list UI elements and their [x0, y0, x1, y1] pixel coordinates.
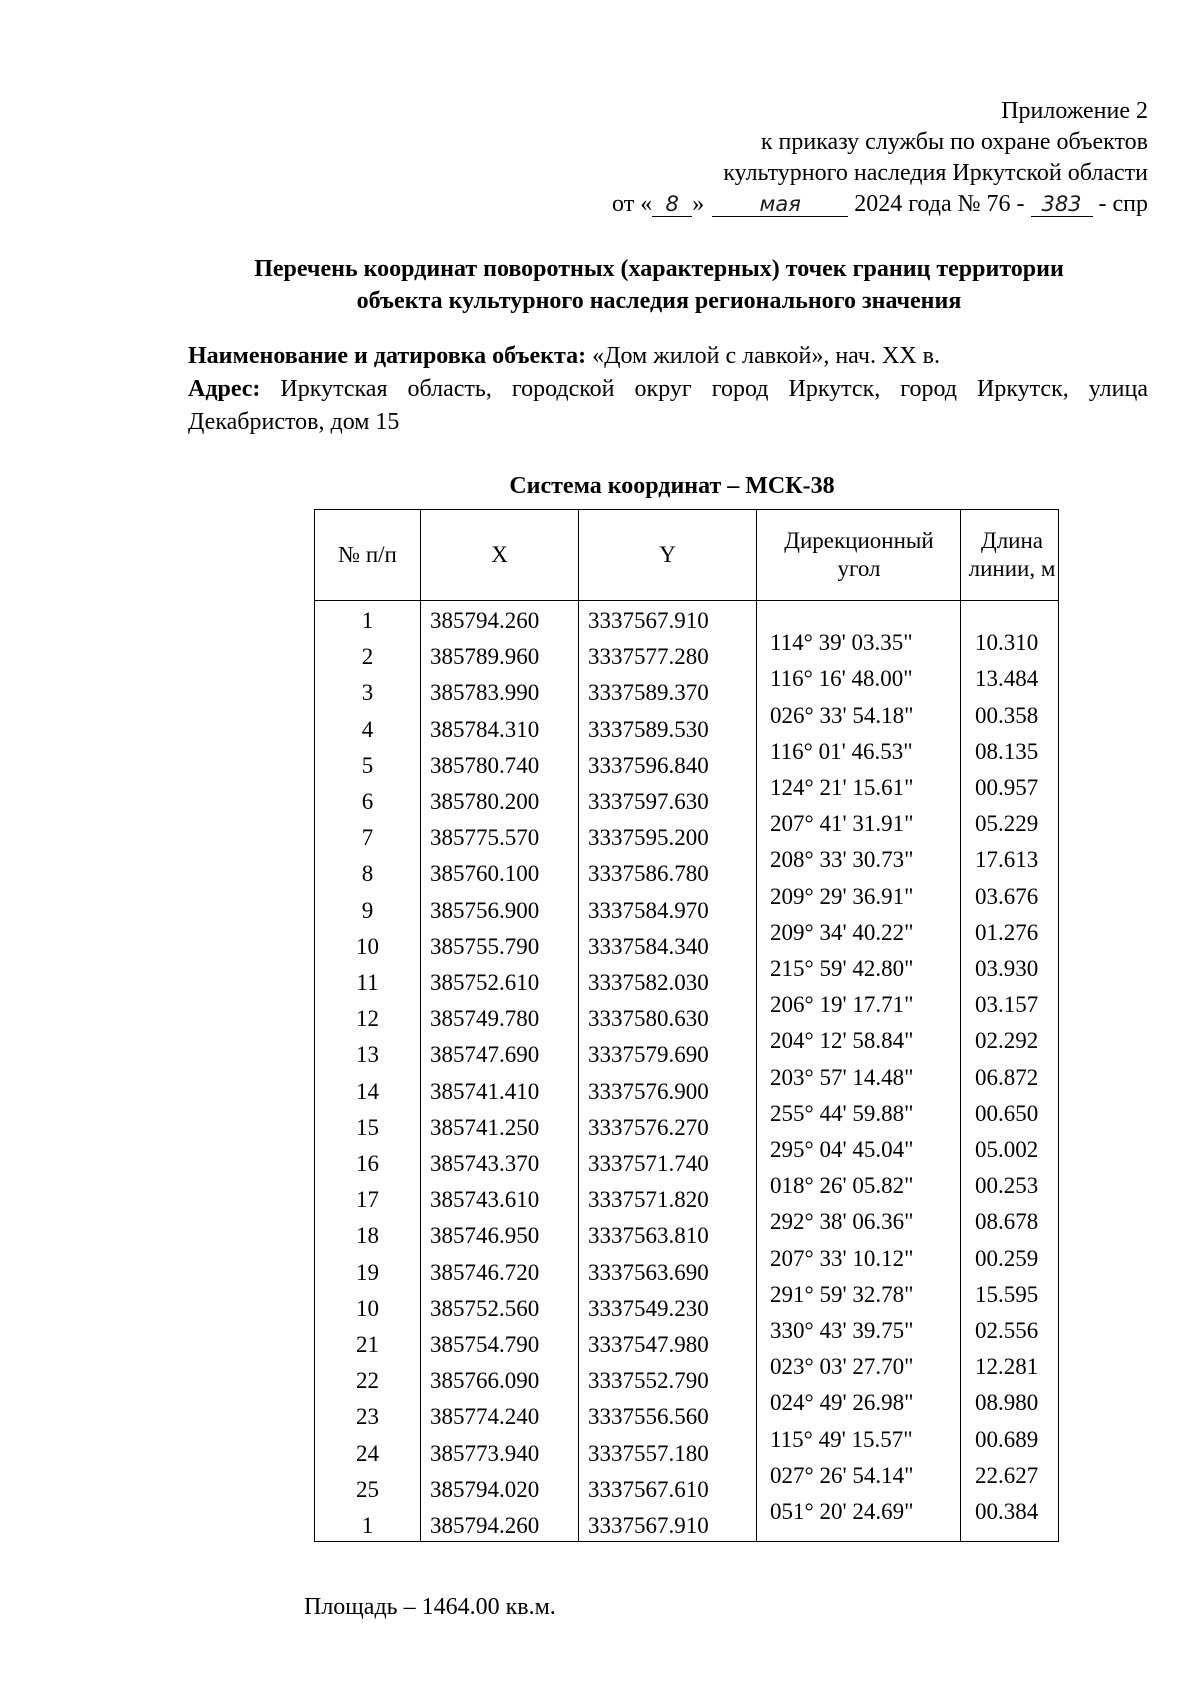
segment-angle: 203° 57' 14.48"	[770, 1064, 914, 1090]
segment-length: 03.676	[975, 883, 1039, 909]
object-name-value: «Дом жилой с лавкой», нач. XX в.	[592, 343, 940, 369]
segment-length: 01.276	[975, 919, 1039, 945]
point-number: 24	[356, 1440, 379, 1466]
segment-angle: 208° 33' 30.73"	[770, 847, 914, 873]
point-y: 3337584.970	[588, 897, 709, 923]
point-y: 3337589.530	[588, 716, 709, 742]
point-number: 16	[356, 1151, 379, 1176]
header-length: Длина линии, м	[968, 528, 1056, 581]
header-x: X	[491, 542, 508, 567]
title-line-1: Перечень координат поворотных (характерных) точек границ территории	[254, 256, 1064, 282]
point-number: 23	[356, 1404, 379, 1430]
point-number: 2	[361, 644, 374, 670]
point-y: 3337586.780	[588, 861, 709, 887]
segment-length: 02.556	[975, 1317, 1039, 1343]
point-y: 3337580.630	[588, 1006, 709, 1032]
point-number: 6	[361, 789, 374, 814]
point-y: 3337576.270	[588, 1114, 709, 1140]
header-angle: Дирекционный угол	[784, 528, 934, 581]
column-divider	[960, 510, 961, 1541]
segment-length: 08.678	[975, 1209, 1039, 1235]
order-suffix: - спр	[1098, 191, 1148, 217]
point-x: 385760.100	[430, 861, 540, 887]
segment-length: 03.157	[975, 992, 1039, 1018]
point-number: 13	[356, 1042, 379, 1068]
point-x: 385774.240	[430, 1404, 540, 1430]
segment-angle: 114° 39' 03.35"	[770, 630, 913, 656]
point-y: 3337567.610	[588, 1476, 709, 1502]
order-day: 8	[652, 192, 692, 217]
point-x: 385794.260	[430, 1513, 540, 1538]
point-x: 385784.310	[430, 716, 540, 742]
point-y: 3337567.910	[588, 608, 709, 633]
segment-angle: 207° 33' 10.12"	[770, 1245, 914, 1271]
segment-angle: 051° 20' 24.69"	[770, 1498, 914, 1524]
point-number: 1	[361, 608, 374, 633]
appendix-line-1: Приложение 2	[1001, 98, 1148, 124]
point-x: 385747.690	[430, 1042, 540, 1068]
point-number: 22	[356, 1368, 379, 1394]
segment-length: 15.595	[975, 1281, 1039, 1307]
segment-angle: 024° 49' 26.98"	[770, 1390, 914, 1416]
point-number: 10	[356, 933, 379, 959]
segment-length: 05.002	[975, 1136, 1039, 1162]
point-number: 7	[361, 825, 374, 851]
point-y: 3337552.790	[588, 1368, 709, 1394]
order-reference	[448, 189, 1148, 220]
object-name-label: Наименование и датировка объекта:	[188, 343, 587, 369]
segment-length: 02.292	[975, 1028, 1039, 1054]
point-x: 385746.720	[430, 1259, 540, 1285]
point-y: 3337589.370	[588, 680, 709, 706]
segment-length: 13.484	[975, 666, 1039, 692]
appendix-line-2: к приказу службы по охране объектов	[760, 129, 1148, 155]
coordinates-table	[314, 509, 1059, 1542]
point-x: 385746.950	[430, 1223, 540, 1249]
point-x: 385754.790	[430, 1332, 540, 1357]
header-y: Y	[659, 542, 676, 567]
segment-length: 05.229	[975, 811, 1039, 837]
point-y: 3337567.910	[588, 1513, 709, 1538]
point-x: 385789.960	[430, 644, 540, 670]
segment-angle: 026° 33' 54.18"	[770, 702, 914, 728]
point-y: 3337549.230	[588, 1295, 709, 1321]
point-x: 385773.940	[430, 1440, 540, 1466]
point-y: 3337576.900	[588, 1078, 709, 1104]
segment-length: 00.689	[975, 1426, 1039, 1452]
point-number: 1	[361, 1513, 374, 1538]
point-x: 385780.200	[430, 789, 540, 814]
segment-angle: 330° 43' 39.75"	[770, 1317, 914, 1343]
point-number: 5	[361, 752, 374, 778]
point-x: 385783.990	[430, 680, 540, 706]
segment-length: 00.957	[975, 774, 1039, 800]
order-year-text: 2024 года № 76 -	[854, 191, 1025, 217]
segment-angle: 291° 59' 32.78"	[770, 1281, 914, 1307]
point-y: 3337571.820	[588, 1187, 709, 1213]
order-month: мая	[712, 192, 848, 217]
point-number: 3	[361, 680, 374, 706]
segment-length: 08.135	[975, 738, 1039, 764]
segment-angle: 209° 29' 36.91"	[770, 883, 914, 909]
point-y: 3337571.740	[588, 1151, 709, 1176]
segment-length: 12.281	[975, 1354, 1039, 1380]
point-y: 3337584.340	[588, 933, 709, 959]
segment-angle: 292° 38' 06.36"	[770, 1209, 914, 1235]
point-y: 3337597.630	[588, 789, 709, 814]
point-number: 9	[361, 897, 374, 923]
segment-angle: 124° 21' 15.61"	[770, 774, 914, 800]
point-y: 3337577.280	[588, 644, 709, 670]
object-info	[188, 340, 1148, 439]
segment-angle: 209° 34' 40.22"	[770, 919, 914, 945]
segment-length: 17.613	[975, 847, 1039, 873]
point-number: 15	[356, 1114, 379, 1140]
point-y: 3337556.560	[588, 1404, 709, 1430]
segment-angle: 027° 26' 54.14"	[770, 1462, 914, 1488]
point-x: 385741.410	[430, 1078, 540, 1104]
segment-length: 08.980	[975, 1390, 1039, 1416]
segment-angle: 115° 49' 15.57"	[770, 1426, 913, 1452]
order-quote-close: »	[692, 191, 705, 217]
object-name	[188, 340, 1148, 373]
point-y: 3337563.810	[588, 1223, 709, 1249]
column-divider	[756, 510, 757, 1541]
header-divider	[315, 600, 1058, 601]
segment-angle: 295° 04' 45.04"	[770, 1136, 914, 1162]
point-number: 11	[356, 970, 379, 995]
segment-length: 22.627	[975, 1462, 1039, 1488]
point-number: 18	[356, 1223, 379, 1249]
segment-angle: 206° 19' 17.71"	[770, 992, 914, 1018]
header-num: № п/п	[338, 542, 397, 567]
point-y: 3337595.200	[588, 825, 709, 851]
point-x: 385752.610	[430, 970, 540, 995]
object-address-label: Адрес:	[188, 376, 261, 402]
column-divider	[578, 510, 579, 1541]
point-x: 385743.370	[430, 1151, 540, 1176]
point-x: 385749.780	[430, 1006, 540, 1032]
segment-length: 00.358	[975, 702, 1039, 728]
table-caption: Система координат – МСК-38	[509, 473, 835, 499]
appendix-header	[448, 96, 1148, 220]
segment-length: 10.310	[975, 630, 1039, 656]
order-number: 383	[1031, 192, 1093, 217]
segment-angle: 018° 26' 05.82"	[770, 1173, 914, 1199]
point-y: 3337557.180	[588, 1440, 709, 1466]
appendix-line-3: культурного наследия Иркутской области	[723, 160, 1148, 186]
segment-length: 00.259	[975, 1245, 1039, 1271]
order-prefix: от «	[612, 191, 653, 217]
point-x: 385794.260	[430, 608, 540, 633]
point-x: 385743.610	[430, 1187, 540, 1213]
point-y: 3337547.980	[588, 1332, 709, 1357]
segment-angle: 255° 44' 59.88"	[770, 1100, 914, 1126]
point-number: 4	[361, 716, 374, 742]
object-address	[188, 373, 1148, 439]
segment-angle: 204° 12' 58.84"	[770, 1028, 914, 1054]
segment-length: 00.253	[975, 1173, 1039, 1199]
title-line-2: объекта культурного наследия регионального значения	[356, 288, 962, 314]
point-number: 10	[356, 1295, 379, 1321]
point-x: 385766.090	[430, 1368, 540, 1394]
point-y: 3337596.840	[588, 752, 709, 778]
object-address-value: Иркутская область, городской округ город Иркутск, город Иркутск, улица Декабристов, дом 15	[188, 376, 1148, 435]
segment-angle: 207° 41' 31.91"	[770, 811, 914, 837]
point-x: 385755.790	[430, 933, 540, 959]
segment-angle: 116° 01' 46.53"	[770, 738, 913, 764]
segment-length: 03.930	[975, 955, 1039, 981]
point-x: 385775.570	[430, 825, 540, 851]
point-y: 3337582.030	[588, 970, 709, 995]
point-x: 385752.560	[430, 1295, 540, 1321]
point-x: 385794.020	[430, 1476, 540, 1502]
point-y: 3337563.690	[588, 1259, 709, 1285]
segment-length: 06.872	[975, 1064, 1039, 1090]
column-divider	[420, 510, 421, 1541]
point-number: 8	[361, 861, 374, 887]
segment-angle: 116° 16' 48.00"	[770, 666, 913, 692]
segment-angle: 215° 59' 42.80"	[770, 955, 914, 981]
point-x: 385780.740	[430, 752, 540, 778]
point-x: 385741.250	[430, 1114, 540, 1140]
segment-length: 00.650	[975, 1100, 1039, 1126]
point-number: 14	[356, 1078, 379, 1104]
point-number: 25	[356, 1476, 379, 1502]
point-number: 12	[356, 1006, 379, 1032]
document-title	[170, 253, 1148, 317]
point-y: 3337579.690	[588, 1042, 709, 1068]
point-number: 19	[356, 1259, 379, 1285]
segment-angle: 023° 03' 27.70"	[770, 1354, 914, 1380]
segment-length: 00.384	[975, 1498, 1039, 1524]
point-number: 17	[356, 1187, 379, 1213]
point-x: 385756.900	[430, 897, 540, 923]
area-total: Площадь – 1464.00 кв.м.	[304, 1594, 556, 1620]
point-number: 21	[356, 1332, 379, 1357]
